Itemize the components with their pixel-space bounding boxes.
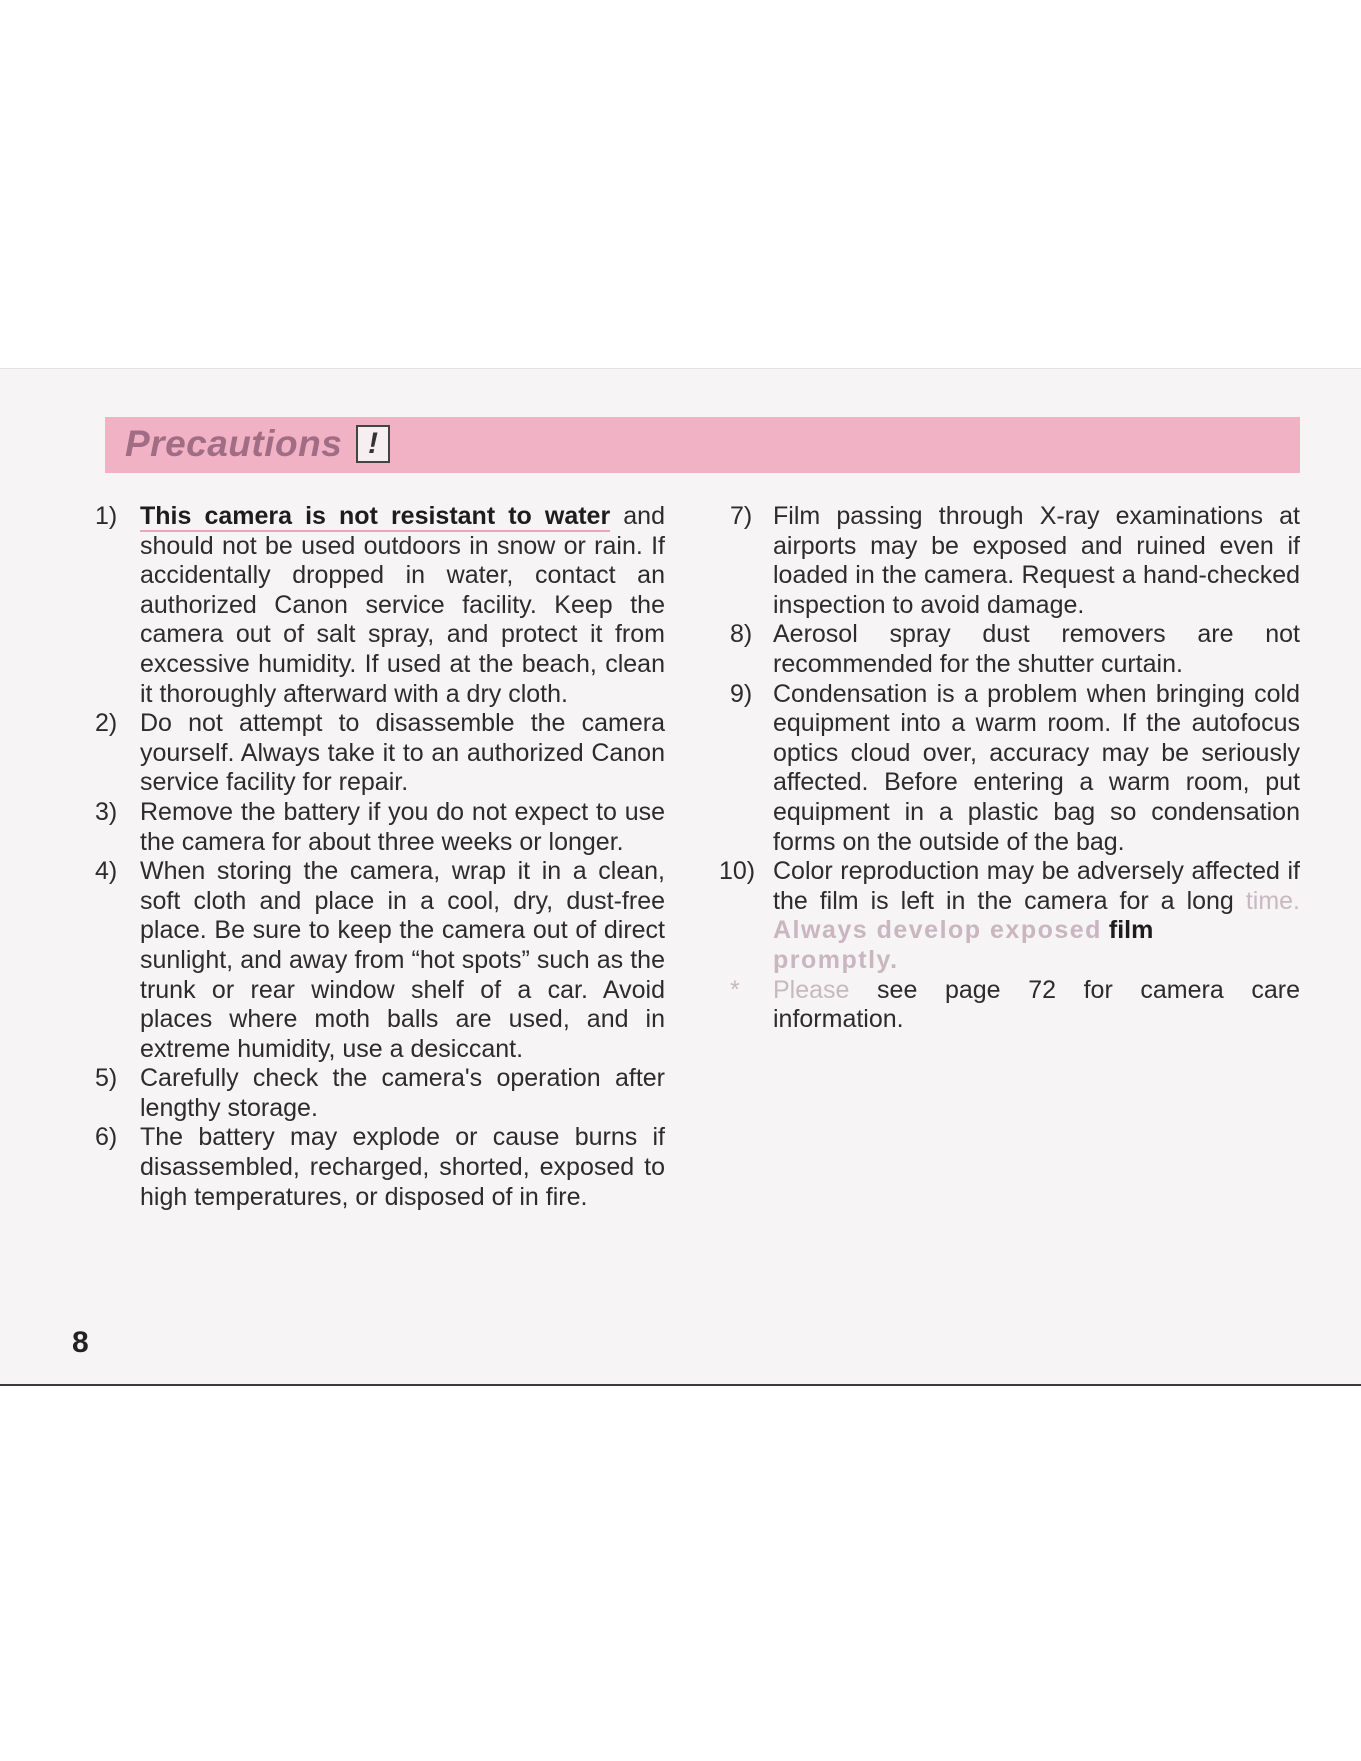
note-marker: * [730, 975, 740, 1004]
precaution-item-1 [95, 502, 665, 709]
precaution-item-10 [719, 857, 1301, 975]
item-text: Condensation is a problem when bringing cold equipment into a warm room. If the autofocus optics cloud over, accuracy may be seriously affected. Before entering a warm room, put equipment in a plastic bag so condensation forms on the outside of the bag. [773, 679, 1300, 856]
item-number: 7) [730, 502, 753, 530]
note-faded-text: Please [773, 975, 850, 1004]
item-text: Carefully check the camera's operation after lengthy storage. [140, 1064, 665, 1122]
item-text: Aerosol spray dust removers are not recommended for the shutter curtain. [773, 620, 1300, 678]
promptly-highlight: promptly. [773, 945, 899, 974]
manual-page [0, 368, 1361, 1386]
item-number: 2) [95, 709, 118, 738]
item-number: 5) [95, 1064, 118, 1093]
item-text: When storing the camera, wrap it in a clean, soft cloth and place in a cool, dry, dust-free place. Be sure to keep the camera out of direct sunlight, and away from “hot spots” such as the trunk or rear window shelf of a car. Avoid places where moth balls are used, and in extreme humidity, use a desiccant. [140, 857, 665, 1063]
item-number: 8) [730, 620, 753, 649]
precaution-item-5 [95, 1064, 665, 1123]
precaution-item-6 [95, 1123, 665, 1212]
precaution-item-7 [730, 502, 1300, 620]
care-note [730, 976, 1300, 1035]
precaution-item-9 [730, 680, 1300, 858]
item-number: 4) [95, 857, 118, 886]
water-warning-highlight: This camera is not resistant to water [140, 502, 611, 530]
develop-film-highlight: Always develop exposed [773, 916, 1102, 945]
film-bold-text: film [1101, 916, 1154, 945]
item-number: 6) [95, 1123, 118, 1152]
item-number: 9) [730, 679, 753, 708]
precaution-item-2 [95, 709, 665, 798]
precaution-item-8 [730, 620, 1300, 679]
section-title-text: Precautions [125, 423, 343, 464]
item-number: 1) [95, 502, 118, 530]
item-number: 3) [95, 797, 118, 826]
right-column [719, 502, 1301, 1035]
item-text: The battery may explode or cause burns if disassembled, recharged, shorted, exposed to high temperatures, or disposed of in fire. [140, 1123, 665, 1211]
item-text: Remove the battery if you do not expect to use the camera for about three weeks or longer. [140, 797, 665, 856]
item-text: Film passing through X-ray examinations at airports may be exposed and ruined even if loaded in the camera. Request a hand-checked inspection to avoid damage. [773, 502, 1300, 619]
section-header [105, 417, 1300, 473]
precaution-item-3 [95, 798, 665, 857]
precaution-item-4 [95, 857, 665, 1064]
page-number: 8 [72, 1326, 89, 1359]
item-number: 10) [719, 857, 756, 886]
item-text: and should not be used outdoors in snow or rain. If accidentally dropped in water, contact an authorized Canon service facility. Keep the camera out of salt spray, and protect it from excessive humidity. If used at the beach, clean it thoroughly afterward with a dry cloth. [140, 502, 665, 708]
left-column [95, 502, 665, 1212]
faded-text: time. [1233, 886, 1301, 915]
section-title [125, 423, 390, 465]
note-text: see page 72 for camera care information. [773, 975, 1300, 1034]
item-text: Do not attempt to disassemble the camera yourself. Always take it to an authorized Canon service facility for repair. [140, 709, 665, 797]
warning-icon: ! [356, 425, 390, 463]
item-text: Color reproduction may be adversely affected if the film is left in the camera for a long [773, 857, 1300, 915]
